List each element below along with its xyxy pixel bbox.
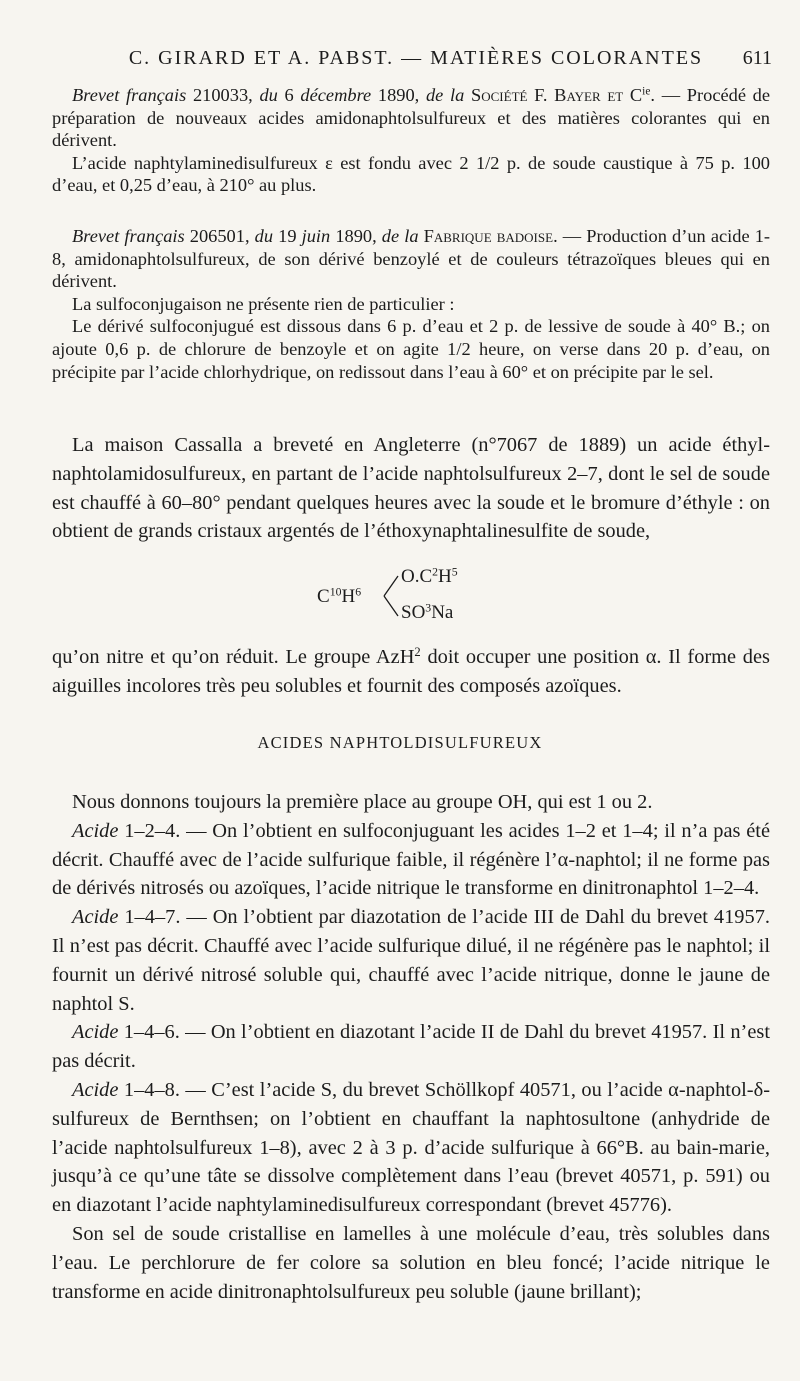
paragraph-bayer-process: L’acide naphtylaminedisulfureux ε est fondu avec 2 1/2 p. de soude caustique à 75 p. 100 d’eau, et 0,25 d’eau, à 210° au plus.: [52, 152, 770, 196]
paragraph-sulfoconjugation: La sulfoconjugaison ne présente rien de particulier :: [72, 293, 455, 314]
page-number: 611: [742, 46, 772, 69]
page-header: [60, 40, 772, 76]
paragraph-badoise-patent: Brevet français 206501, du 19 juin 1890, de la Fabrique badoise. — Production d’un acide 1-8, amidonaphtolsulfureux, de son dérivé benzoylé et de couleurs tétrazoïques bleues qui en dérivent.: [52, 225, 771, 292]
paragraph-bayer-patent: Brevet français 210033, du 6 décembre 1890, de la Société F. Bayer et $C^{ie}$. — Procédé de préparation de nouveaux acides amidonaphtolsulfureux et des matières colorantes qui en dérivent.: [52, 85, 771, 151]
paragraph-acide-1-4-7: Acide 1–4–7. — On l’obtient par diazotation de l’acide III de Dahl du brevet 41957. Il n’est pas décrit. Chauffé avec l’acide sulfurique dilué, il ne régénère pas le naphtol; il fournit un dérivé nitrosé soluble qui, chauffé avec l’acide nitrique, donne le jaune de naphtol S.: [52, 906, 770, 1015]
formula-bracket: [382, 568, 400, 624]
section-cassalla: [52, 431, 770, 546]
paragraph-intro: Nous donnons toujours la première place au groupe OH, qui est 1 ou 2.: [72, 791, 653, 813]
running-title: C. GIRARD ET A. PABST. — MATIÈRES COLORANTES: [128, 46, 704, 69]
section-cassalla-continued: [52, 643, 770, 701]
paragraph-acide-1-4-6: Acide 1–4–6. — On l’obtient en diazotant l’acide II de Dahl du brevet 41957. Il n’est pas décrit.: [52, 1021, 770, 1073]
paragraph-sulfoconjugated-derivative: Le dérivé sulfoconjugué est dissous dans 6 p. d’eau et 2 p. de lessive de soude à 40° B.; on ajoute 0,6 p. de chlorure de benzoyle et on agite 1/2 heure, on verse dans 20 p. d’eau, on précipite par l’acide chlorhydrique, on redissout dans l’eau à 60° et on précipite par le sel.: [52, 316, 770, 382]
paragraph-acide-1-2-4: Acide 1–2–4. — On l’obtient en sulfoconjuguant les acides 1–2 et 1–4; il n’a pas été décrit. Chauffé avec de l’acide sulfurique faible, il régénère l’α-naphtol; il ne forme pas de dérivés nitrosés ou azoïques, l’acide nitrique le transforme en dinitronaphtol 1–2–4.: [52, 819, 770, 900]
paragraph-acide-1-4-8: Acide 1–4–8. — C’est l’acide S, du brevet Schöllkopf 40571, ou l’acide α-naphtol-δ-sulfureux de Bernthsen; on l’obtient en chauffant la naphtosultone (anhydride de l’acide naphtolsulfureux 1–8), avec 2 à 3 p. d’acide sulfurique à 66°B. au bain-marie, jusqu’à ce qu’une tâte se dissolve complètement dans l’eau (brevet 40571, p. 591) ou en diazotant l’acide naphtylaminedisulfureux correspondant (brevet 45776).: [52, 1078, 770, 1217]
section-naphtoldisulfureux: [52, 788, 770, 1306]
section-heading: ACIDES NAPHTOLDISULFUREUX: [257, 733, 543, 752]
section-patents: [52, 84, 770, 383]
chemical-formula: $C^{10}H^6$ $O.C^2H^5$ $SO^3Na$: [317, 565, 458, 623]
paragraph-sel-de-soude: Son sel de soude cristallise en lamelles à une molécule d’eau, très solubles dans l’eau. Le perchlorure de fer colore sa solution en bleu foncé; l’acide nitrique le transforme en acide dinitronaphtolsulfureux peu soluble (jaune brillant);: [52, 1222, 770, 1303]
paragraph-cassalla: La maison Cassalla a breveté en Angleterre (n°7067 de 1889) un acide éthyl-naphtolamidosulfureux, en partant de l’acide naphtolsulfureux 2–7, dont le sel de soude est chauffé à 60–80° pendant quelques heures avec la soude et le bromure d’éthyle : on obtient de grands cristaux argentés de l’éthoxynaphtalinesulfite de soude,: [52, 434, 770, 543]
paragraph-reduction: qu’on nitre et qu’on réduit. Le groupe AzH$^2$ doit occuper une position α. Il forme des aiguilles incolores très peu solubles et fournit des composés azoïques.: [52, 645, 770, 697]
